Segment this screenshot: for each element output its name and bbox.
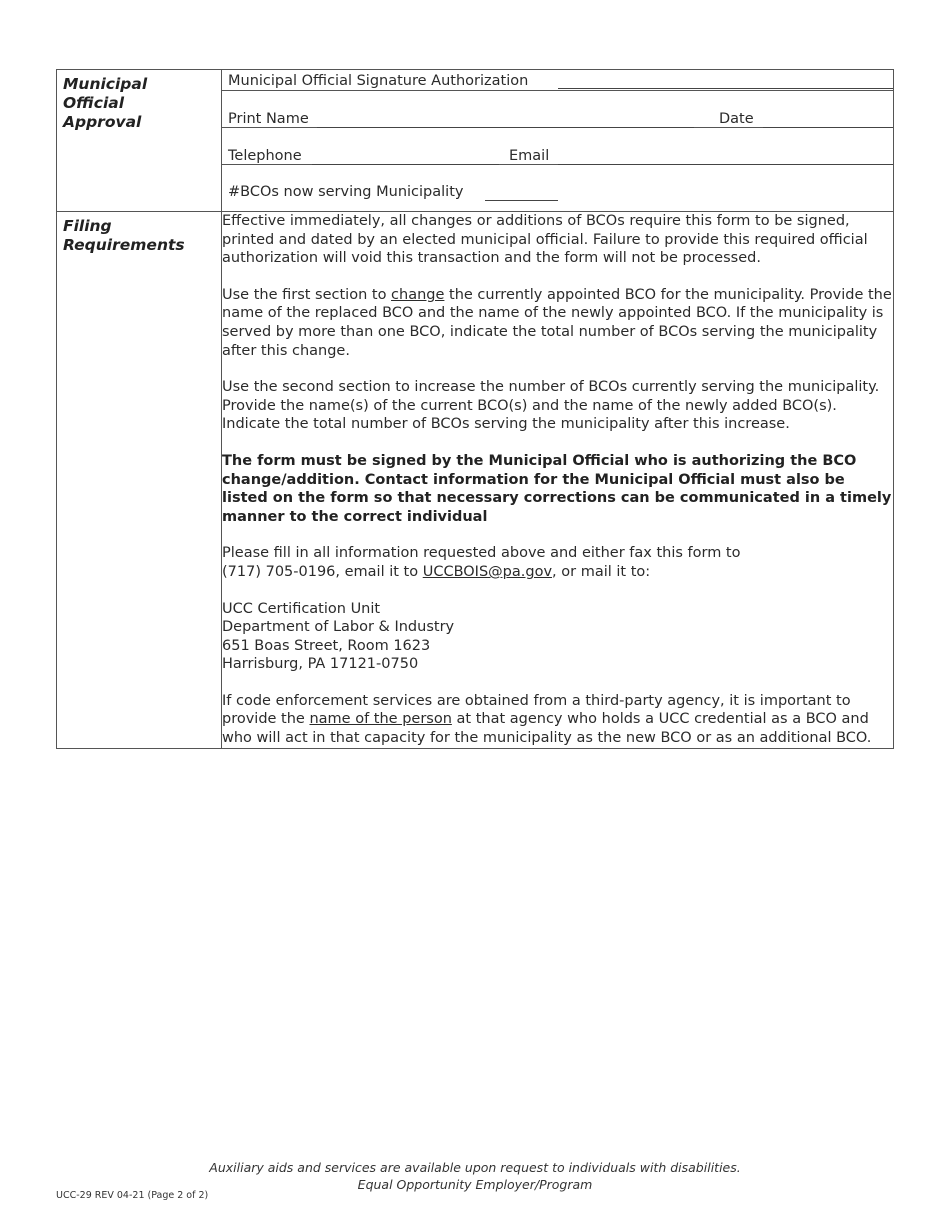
filing-section-label xyxy=(57,212,221,255)
footer-line-1: Auxiliary aids and services are available upon request to individuals with disabilities. xyxy=(209,1160,741,1175)
requirements-paragraph-5 xyxy=(222,544,893,581)
filing-requirements-cell xyxy=(222,212,894,749)
para2-text-start: Use the first section to xyxy=(222,286,392,303)
para5-line1: Please fill in all information requested above and either fax this form to xyxy=(222,545,741,562)
form-id: UCC-29 REV 04-21 (Page 2 of 2) xyxy=(56,1190,209,1201)
requirements-paragraph-7 xyxy=(222,692,893,748)
filing-section xyxy=(57,212,894,749)
para2-text-end: the currently appointed BCO for the municipality. Provide the name of the replaced BCO and the name of the newly appointed BCO. If the municipality is served by more than one BCO, indicate the total number of BCOs serving the municipality after this change. xyxy=(222,286,892,359)
para7-text-end: at that agency who holds a UCC credential as a BCO and who will act in that capacity for the municipality as the new BCO or as an additional BCO. xyxy=(222,711,872,747)
approval-section-label xyxy=(57,70,221,132)
approval-label-cell xyxy=(57,70,222,212)
address-line-2: Department of Labor & Industry xyxy=(222,619,455,636)
signature-field[interactable] xyxy=(558,88,893,89)
filing-label-line1: Filing xyxy=(63,217,112,235)
signature-label: Municipal Official Signature Authorization xyxy=(228,73,529,89)
email-label: Email xyxy=(509,148,550,164)
approval-section xyxy=(57,70,894,212)
approval-label-line3: Approval xyxy=(63,113,142,131)
print-name-row xyxy=(222,91,893,128)
address-line-4: Harrisburg, PA 17121-0750 xyxy=(222,656,419,673)
footer-line-2: Equal Opportunity Employer/Program xyxy=(357,1177,593,1192)
requirements-paragraph-2 xyxy=(222,286,893,360)
address-line-1: UCC Certification Unit xyxy=(222,600,381,617)
approval-fields-cell xyxy=(222,70,894,212)
requirements-paragraph-3: Use the second section to increase the number of BCOs currently serving the municipality. Provide the name(s) of the current BCO(s) and the name of the newly added BCO(s). Indicate the total number of BCOs serving the municipality after this increase. xyxy=(222,379,880,433)
mailing-address xyxy=(222,600,893,674)
bcos-row xyxy=(222,165,893,211)
para5-text-start: (717) 705-0196, email it to xyxy=(222,563,423,580)
approval-label-line2: Official xyxy=(63,94,125,112)
filing-label-line2: Requirements xyxy=(63,236,185,254)
contact-row xyxy=(222,128,893,165)
bcos-serving-label: #BCOs now serving Municipality xyxy=(228,184,464,200)
form-table xyxy=(56,69,894,749)
name-of-person-emphasis: name of the person xyxy=(309,711,452,728)
print-name-label: Print Name xyxy=(228,111,309,127)
para7-text-start: If code enforcement services are obtained from a third-party agency, it is important to provide the xyxy=(222,692,851,728)
bcos-serving-field[interactable] xyxy=(485,200,558,201)
para5-text-end: , or mail it to: xyxy=(552,563,651,580)
requirements-paragraph-4: The form must be signed by the Municipal Official who is authorizing the BCO change/addition. Contact information for the Municipal Official must also be listed on the form so that necessary corrections can be communicated in a timely manner to the correct individual xyxy=(222,452,892,525)
footer-notice xyxy=(0,1159,950,1193)
date-label: Date xyxy=(719,111,754,127)
approval-label-line1: Municipal xyxy=(63,75,148,93)
telephone-label: Telephone xyxy=(228,148,302,164)
requirements-paragraph-1: Effective immediately, all changes or additions of BCOs require this form to be signed, printed and dated by an elected municipal official. Failure to provide this required official authorization will void this transaction and the form will not be processed. xyxy=(222,213,868,267)
change-emphasis: change xyxy=(391,286,445,303)
filing-label-cell xyxy=(57,212,222,749)
signature-row xyxy=(222,70,893,91)
address-line-3: 651 Boas Street, Room 1623 xyxy=(222,637,431,654)
email-link[interactable]: UCCBOIS@pa.gov xyxy=(422,563,553,580)
